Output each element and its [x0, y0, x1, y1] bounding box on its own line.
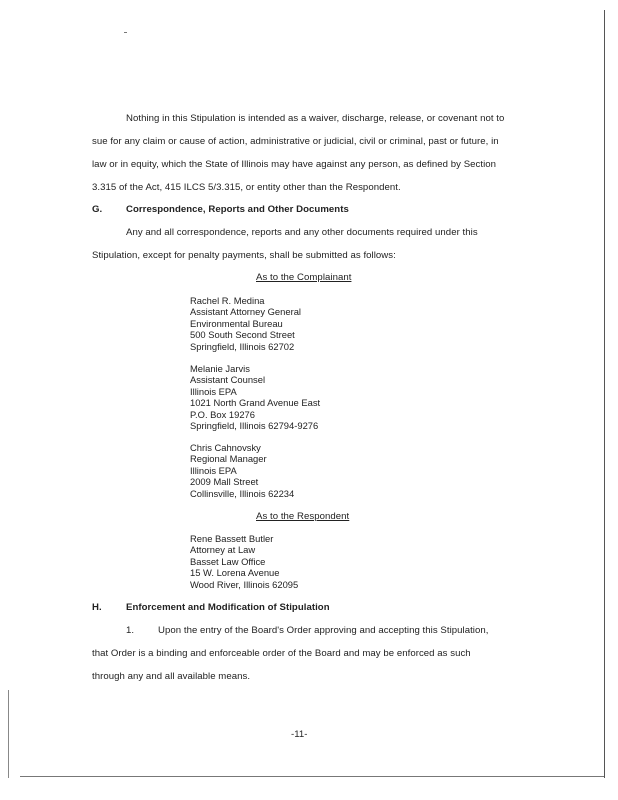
- section-g-title: Correspondence, Reports and Other Documents: [126, 204, 349, 215]
- contact-line: Collinsville, Illinois 62234: [190, 487, 295, 499]
- scan-border-right: [604, 10, 605, 778]
- contact-line: Wood River, Illinois 62095: [190, 578, 299, 590]
- contact-line: Basset Law Office: [190, 555, 266, 567]
- contact-line: 15 W. Lorena Avenue: [190, 567, 280, 579]
- paragraph-line: Nothing in this Stipulation is intended as a waiver, discharge, release, or covenant not to: [126, 113, 505, 124]
- contact-line: Springfield, Illinois 62794-9276: [190, 420, 319, 432]
- contact-line: Springfield, Illinois 62702: [190, 340, 295, 352]
- contact-line: Regional Manager: [190, 453, 267, 465]
- paragraph-line: Upon the entry of the Board's Order approving and accepting this Stipulation,: [158, 625, 489, 636]
- contact-line: Environmental Bureau: [190, 317, 283, 329]
- contact-line: Illinois EPA: [190, 385, 237, 397]
- contact-block: [190, 295, 301, 352]
- scan-border-left: [8, 690, 9, 778]
- scan-mark: [124, 32, 127, 33]
- section-h-letter: H.: [92, 602, 102, 613]
- item-number: 1.: [126, 625, 135, 636]
- contact-line: 1021 North Grand Avenue East: [190, 397, 321, 409]
- contact-line: 500 South Second Street: [190, 329, 295, 341]
- contact-line: 2009 Mall Street: [190, 476, 259, 488]
- complainant-heading: As to the Complainant: [256, 272, 352, 283]
- scan-border-bottom: [20, 776, 604, 777]
- contact-line: Chris Cahnovsky: [190, 442, 261, 453]
- paragraph-line: through any and all available means.: [92, 671, 251, 682]
- paragraph-line: Any and all correspondence, reports and any other documents required under this: [126, 227, 478, 238]
- contact-block: [190, 363, 320, 431]
- contact-block: [190, 533, 298, 590]
- contact-block: [190, 442, 294, 499]
- contact-line: Rachel R. Medina: [190, 295, 265, 306]
- paragraph-line: 3.315 of the Act, 415 ILCS 5/3.315, or entity other than the Respondent.: [92, 182, 401, 193]
- page-number: -11-: [291, 729, 308, 740]
- contact-line: Attorney at Law: [190, 544, 256, 556]
- paragraph-line: that Order is a binding and enforceable order of the Board and may be enforced as such: [92, 648, 471, 659]
- contact-line: Melanie Jarvis: [190, 363, 250, 374]
- contact-line: P.O. Box 19276: [190, 408, 255, 420]
- contact-line: Assistant Attorney General: [190, 306, 301, 318]
- contact-line: Assistant Counsel: [190, 374, 266, 386]
- respondent-heading: As to the Respondent: [256, 511, 350, 522]
- section-g-letter: G.: [92, 204, 103, 215]
- contact-line: Rene Bassett Butler: [190, 533, 274, 544]
- paragraph-line: Stipulation, except for penalty payments, shall be submitted as follows:: [92, 250, 396, 261]
- paragraph-line: law or in equity, which the State of Illinois may have against any person, as defined by Section: [92, 159, 497, 170]
- contact-line: Illinois EPA: [190, 464, 237, 476]
- paragraph-line: sue for any claim or cause of action, administrative or judicial, civil or criminal, past or future, in: [92, 136, 499, 147]
- section-h-title: Enforcement and Modification of Stipulation: [126, 602, 330, 613]
